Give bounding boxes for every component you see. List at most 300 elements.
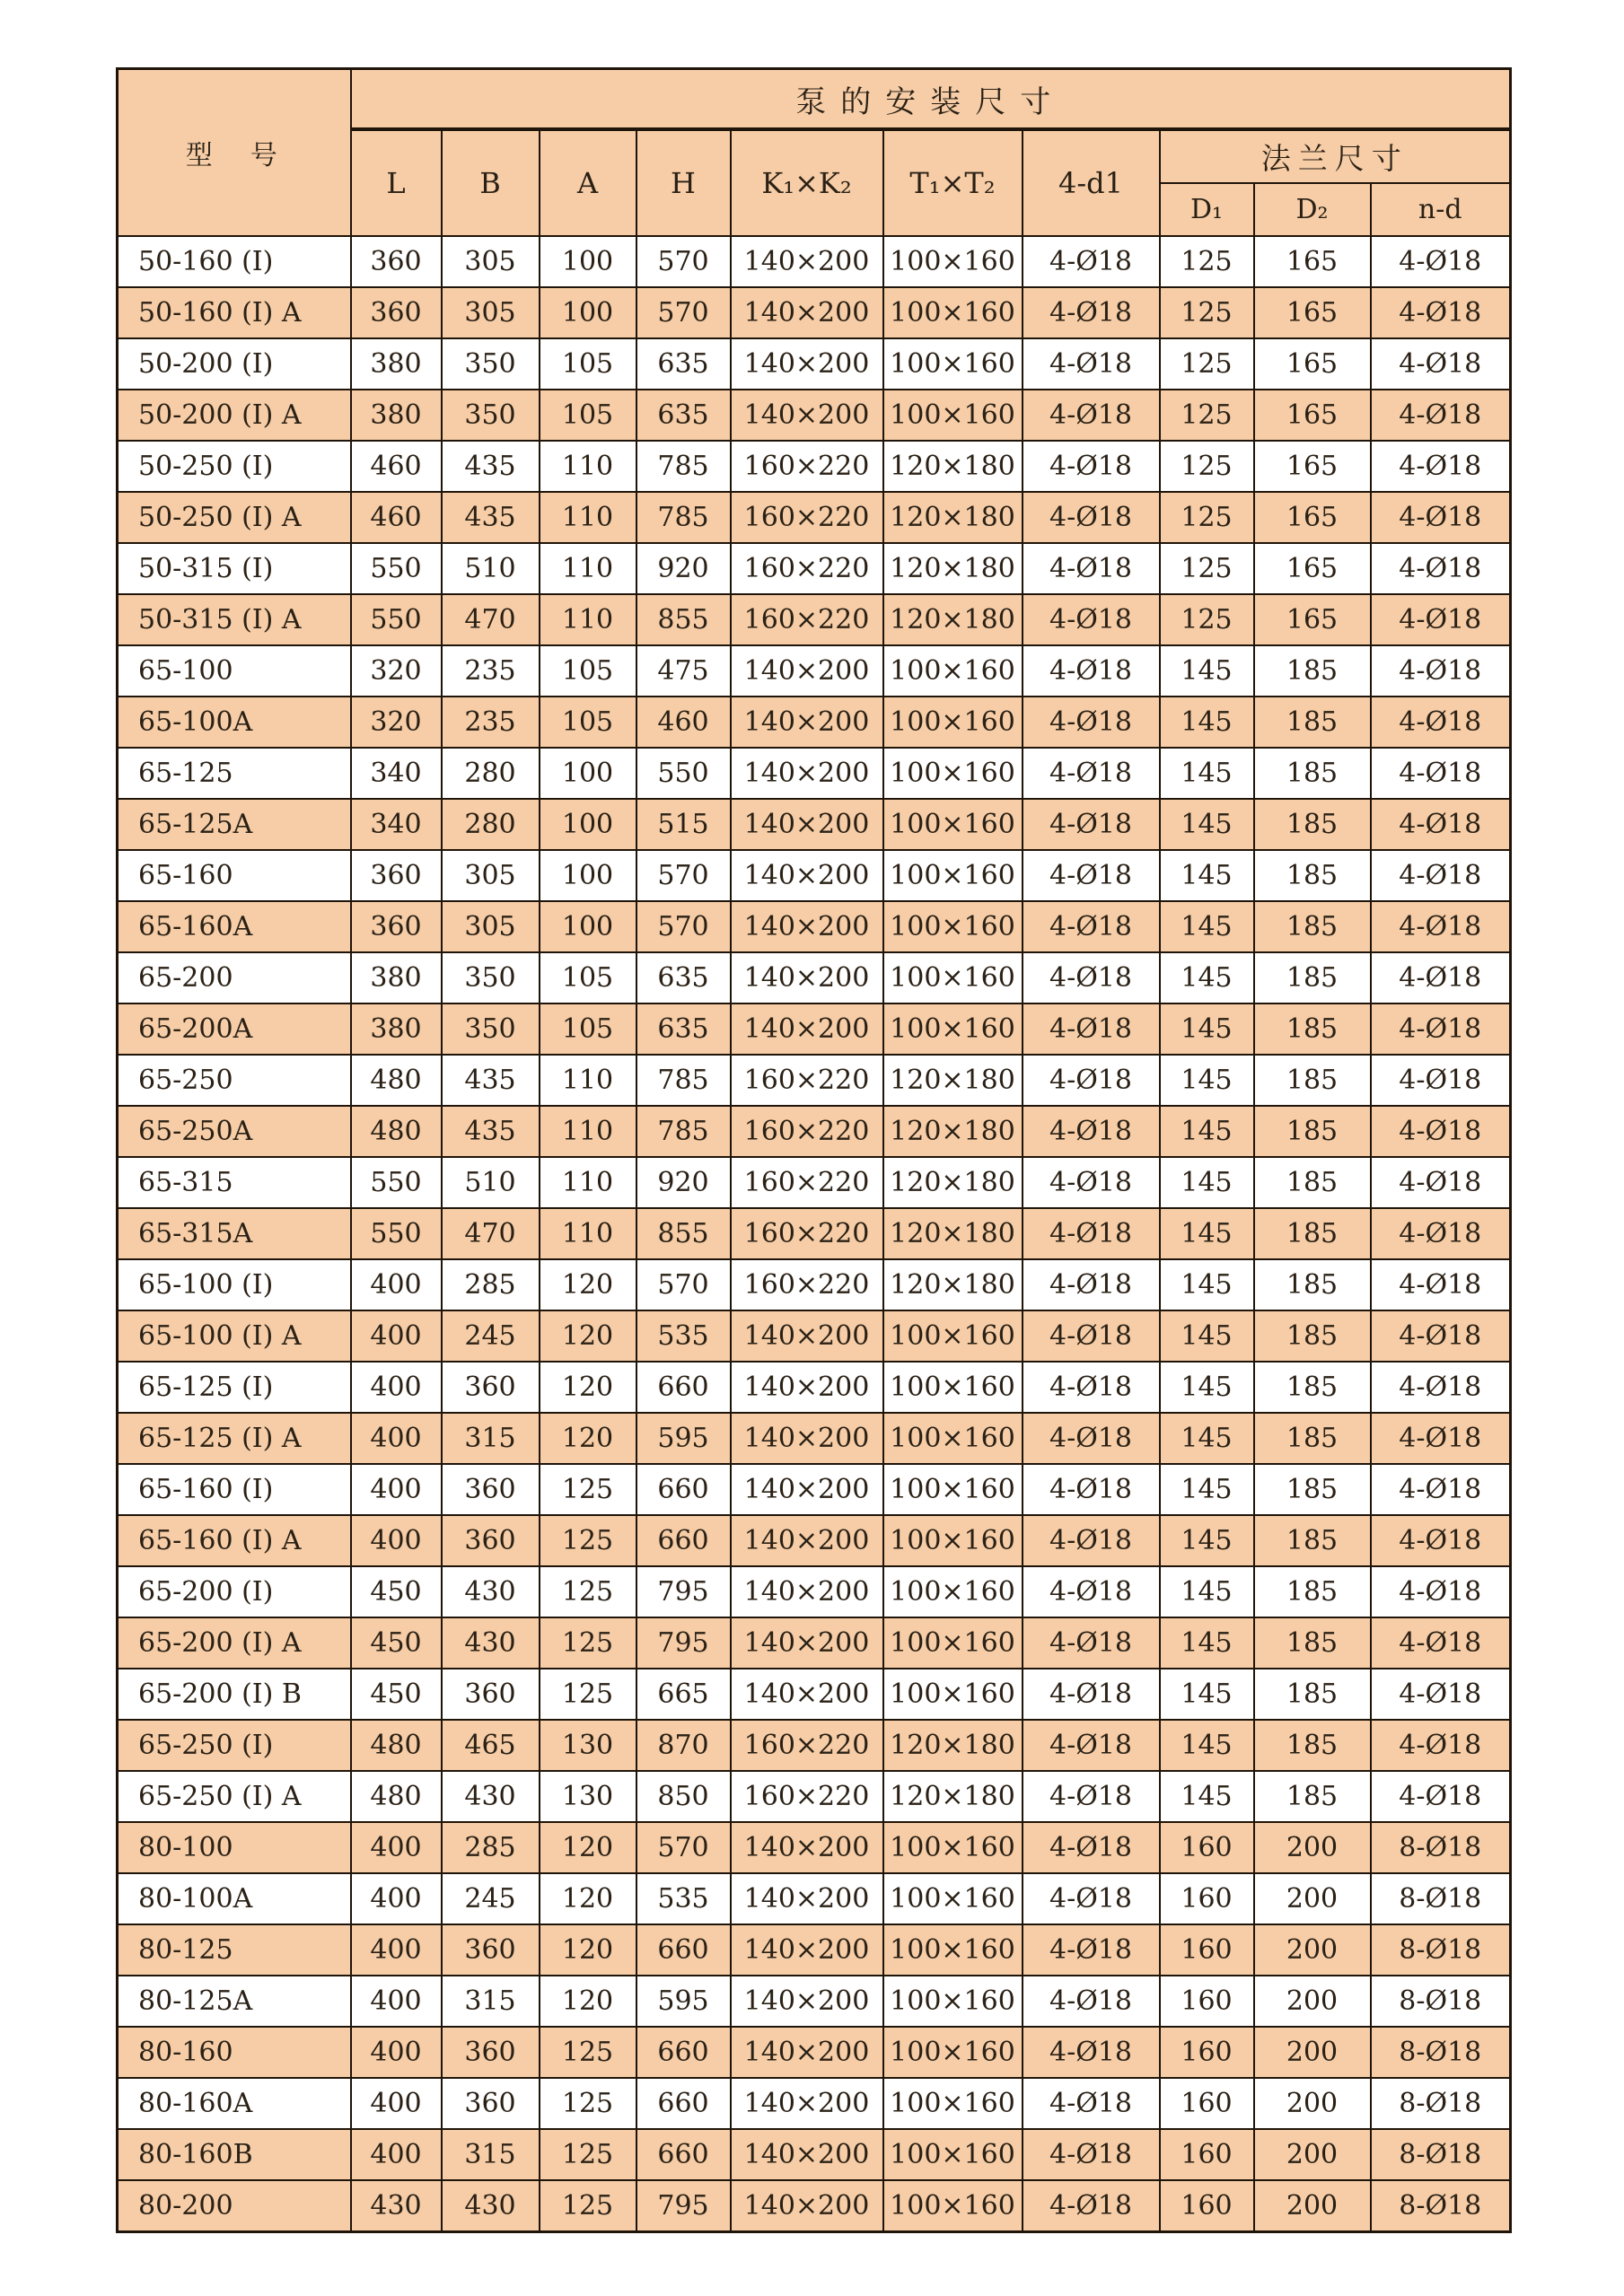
value-cell: 105 <box>540 390 636 441</box>
value-cell: 4-Ø18 <box>1371 1310 1511 1362</box>
table-row <box>118 1003 1511 1055</box>
value-cell: 165 <box>1254 594 1371 645</box>
value-cell: 400 <box>351 1873 442 1924</box>
value-cell: 4-Ø18 <box>1371 697 1511 748</box>
value-cell: 120×180 <box>883 1055 1023 1106</box>
value-cell: 4-Ø18 <box>1023 645 1160 697</box>
value-cell: 120 <box>540 1924 636 1976</box>
value-cell: 120 <box>540 1976 636 2027</box>
value-cell: 125 <box>540 1669 636 1720</box>
table-row <box>118 287 1511 338</box>
value-cell: 100×160 <box>883 748 1023 799</box>
table-row <box>118 1106 1511 1157</box>
value-cell: 785 <box>636 1106 731 1157</box>
value-cell: 460 <box>636 697 731 748</box>
value-cell: 185 <box>1254 645 1371 697</box>
value-cell: 4-Ø18 <box>1371 1259 1511 1310</box>
value-cell: 120×180 <box>883 1157 1023 1208</box>
value-cell: 305 <box>442 850 540 901</box>
model-cell: 65-250A <box>118 1106 351 1157</box>
value-cell: 435 <box>442 492 540 543</box>
value-cell: 570 <box>636 287 731 338</box>
value-cell: 4-Ø18 <box>1023 2078 1160 2129</box>
column-header-n-d: n-d <box>1371 183 1511 236</box>
value-cell: 510 <box>442 1157 540 1208</box>
value-cell: 4-Ø18 <box>1371 1669 1511 1720</box>
value-cell: 160×220 <box>731 1208 883 1259</box>
table-row <box>118 1464 1511 1515</box>
table-row <box>118 1157 1511 1208</box>
value-cell: 360 <box>442 1669 540 1720</box>
table-row <box>118 1771 1511 1822</box>
value-cell: 100×160 <box>883 1413 1023 1464</box>
value-cell: 125 <box>1160 287 1254 338</box>
value-cell: 140×200 <box>731 1413 883 1464</box>
table-row <box>118 1362 1511 1413</box>
table-row <box>118 901 1511 952</box>
value-cell: 100×160 <box>883 1515 1023 1566</box>
value-cell: 460 <box>351 441 442 492</box>
value-cell: 185 <box>1254 1208 1371 1259</box>
value-cell: 320 <box>351 697 442 748</box>
model-cell: 50-250 (I) A <box>118 492 351 543</box>
table-row <box>118 645 1511 697</box>
value-cell: 120×180 <box>883 1208 1023 1259</box>
value-cell: 145 <box>1160 1208 1254 1259</box>
column-header-B: B <box>442 129 540 236</box>
column-header-A: A <box>540 129 636 236</box>
value-cell: 920 <box>636 1157 731 1208</box>
value-cell: 635 <box>636 952 731 1003</box>
value-cell: 465 <box>442 1720 540 1771</box>
table-body <box>118 236 1511 2231</box>
value-cell: 185 <box>1254 901 1371 952</box>
value-cell: 4-Ø18 <box>1023 1106 1160 1157</box>
value-cell: 105 <box>540 697 636 748</box>
table-row <box>118 236 1511 287</box>
value-cell: 100×160 <box>883 799 1023 850</box>
column-header-L: L <box>351 129 442 236</box>
value-cell: 145 <box>1160 1003 1254 1055</box>
value-cell: 450 <box>351 1566 442 1617</box>
model-column-header: 型 号 <box>118 69 351 237</box>
value-cell: 4-Ø18 <box>1023 287 1160 338</box>
value-cell: 4-Ø18 <box>1023 1464 1160 1515</box>
value-cell: 185 <box>1254 697 1371 748</box>
value-cell: 200 <box>1254 1924 1371 1976</box>
value-cell: 360 <box>442 1924 540 1976</box>
value-cell: 140×200 <box>731 1003 883 1055</box>
value-cell: 125 <box>1160 543 1254 594</box>
value-cell: 4-Ø18 <box>1023 1771 1160 1822</box>
value-cell: 570 <box>636 850 731 901</box>
value-cell: 140×200 <box>731 2027 883 2078</box>
value-cell: 4-Ø18 <box>1371 1003 1511 1055</box>
value-cell: 400 <box>351 1924 442 1976</box>
value-cell: 235 <box>442 697 540 748</box>
value-cell: 350 <box>442 1003 540 1055</box>
value-cell: 160×220 <box>731 441 883 492</box>
value-cell: 360 <box>351 236 442 287</box>
model-cell: 65-200A <box>118 1003 351 1055</box>
value-cell: 145 <box>1160 1669 1254 1720</box>
model-cell: 65-125 (I) <box>118 1362 351 1413</box>
value-cell: 4-Ø18 <box>1023 697 1160 748</box>
table-row <box>118 1259 1511 1310</box>
value-cell: 380 <box>351 338 442 390</box>
value-cell: 100×160 <box>883 645 1023 697</box>
value-cell: 145 <box>1160 1413 1254 1464</box>
value-cell: 120×180 <box>883 1106 1023 1157</box>
value-cell: 785 <box>636 492 731 543</box>
value-cell: 4-Ø18 <box>1371 236 1511 287</box>
value-cell: 4-Ø18 <box>1023 1362 1160 1413</box>
model-cell: 65-125 (I) A <box>118 1413 351 1464</box>
model-cell: 80-125 <box>118 1924 351 1976</box>
pump-dimensions-table <box>116 67 1512 2233</box>
table-row <box>118 390 1511 441</box>
value-cell: 140×200 <box>731 1515 883 1566</box>
value-cell: 4-Ø18 <box>1023 594 1160 645</box>
column-header-D2: D₂ <box>1254 183 1371 236</box>
column-header-4-d1: 4-d1 <box>1023 129 1160 236</box>
value-cell: 350 <box>442 390 540 441</box>
model-cell: 65-160A <box>118 901 351 952</box>
value-cell: 145 <box>1160 1515 1254 1566</box>
table-row <box>118 1310 1511 1362</box>
value-cell: 4-Ø18 <box>1023 952 1160 1003</box>
value-cell: 160×220 <box>731 1055 883 1106</box>
value-cell: 570 <box>636 1822 731 1873</box>
value-cell: 145 <box>1160 1566 1254 1617</box>
value-cell: 8-Ø18 <box>1371 1976 1511 2027</box>
value-cell: 125 <box>540 2027 636 2078</box>
value-cell: 145 <box>1160 1106 1254 1157</box>
value-cell: 235 <box>442 645 540 697</box>
value-cell: 4-Ø18 <box>1023 1669 1160 1720</box>
value-cell: 4-Ø18 <box>1371 1720 1511 1771</box>
value-cell: 165 <box>1254 390 1371 441</box>
value-cell: 125 <box>540 1515 636 1566</box>
model-cell: 50-160 (I) A <box>118 287 351 338</box>
value-cell: 360 <box>442 1464 540 1515</box>
value-cell: 340 <box>351 748 442 799</box>
value-cell: 200 <box>1254 2180 1371 2231</box>
value-cell: 480 <box>351 1771 442 1822</box>
value-cell: 145 <box>1160 1055 1254 1106</box>
value-cell: 635 <box>636 338 731 390</box>
value-cell: 140×200 <box>731 645 883 697</box>
value-cell: 125 <box>540 2129 636 2180</box>
value-cell: 360 <box>442 2027 540 2078</box>
value-cell: 100 <box>540 287 636 338</box>
value-cell: 100×160 <box>883 390 1023 441</box>
value-cell: 100×160 <box>883 1976 1023 2027</box>
value-cell: 400 <box>351 1464 442 1515</box>
value-cell: 4-Ø18 <box>1023 2129 1160 2180</box>
model-cell: 65-250 (I) A <box>118 1771 351 1822</box>
model-cell: 50-200 (I) <box>118 338 351 390</box>
flange-dimensions-header: 法兰尺寸 <box>1160 129 1511 183</box>
model-cell: 50-200 (I) A <box>118 390 351 441</box>
value-cell: 4-Ø18 <box>1023 1157 1160 1208</box>
value-cell: 125 <box>540 1566 636 1617</box>
value-cell: 660 <box>636 1515 731 1566</box>
value-cell: 480 <box>351 1055 442 1106</box>
value-cell: 4-Ø18 <box>1023 236 1160 287</box>
value-cell: 140×200 <box>731 952 883 1003</box>
value-cell: 660 <box>636 2129 731 2180</box>
value-cell: 4-Ø18 <box>1371 594 1511 645</box>
value-cell: 515 <box>636 799 731 850</box>
value-cell: 100×160 <box>883 901 1023 952</box>
value-cell: 125 <box>1160 338 1254 390</box>
value-cell: 100×160 <box>883 1310 1023 1362</box>
value-cell: 125 <box>540 2180 636 2231</box>
value-cell: 400 <box>351 1515 442 1566</box>
value-cell: 4-Ø18 <box>1371 1413 1511 1464</box>
value-cell: 785 <box>636 441 731 492</box>
value-cell: 100 <box>540 901 636 952</box>
value-cell: 4-Ø18 <box>1023 441 1160 492</box>
table-row <box>118 1976 1511 2027</box>
value-cell: 400 <box>351 1259 442 1310</box>
value-cell: 110 <box>540 1157 636 1208</box>
value-cell: 4-Ø18 <box>1371 1157 1511 1208</box>
model-cell: 80-160 <box>118 2027 351 2078</box>
value-cell: 160×220 <box>731 1157 883 1208</box>
value-cell: 4-Ø18 <box>1023 1515 1160 1566</box>
value-cell: 140×200 <box>731 236 883 287</box>
value-cell: 200 <box>1254 2129 1371 2180</box>
table-row <box>118 697 1511 748</box>
value-cell: 100 <box>540 236 636 287</box>
value-cell: 120 <box>540 1310 636 1362</box>
value-cell: 4-Ø18 <box>1023 1617 1160 1669</box>
table-row <box>118 2078 1511 2129</box>
value-cell: 4-Ø18 <box>1371 799 1511 850</box>
table-row <box>118 1873 1511 1924</box>
value-cell: 120×180 <box>883 1259 1023 1310</box>
value-cell: 165 <box>1254 492 1371 543</box>
model-cell: 50-315 (I) A <box>118 594 351 645</box>
value-cell: 140×200 <box>731 748 883 799</box>
value-cell: 595 <box>636 1413 731 1464</box>
value-cell: 4-Ø18 <box>1371 1106 1511 1157</box>
value-cell: 795 <box>636 2180 731 2231</box>
value-cell: 480 <box>351 1720 442 1771</box>
value-cell: 165 <box>1254 441 1371 492</box>
model-cell: 65-100 (I) <box>118 1259 351 1310</box>
value-cell: 4-Ø18 <box>1023 492 1160 543</box>
value-cell: 430 <box>351 2180 442 2231</box>
value-cell: 450 <box>351 1617 442 1669</box>
column-header-K1xK2: K₁×K₂ <box>731 129 883 236</box>
value-cell: 140×200 <box>731 697 883 748</box>
value-cell: 450 <box>351 1669 442 1720</box>
model-cell: 50-315 (I) <box>118 543 351 594</box>
model-cell: 65-160 <box>118 850 351 901</box>
value-cell: 400 <box>351 2027 442 2078</box>
value-cell: 4-Ø18 <box>1371 952 1511 1003</box>
value-cell: 145 <box>1160 799 1254 850</box>
value-cell: 100×160 <box>883 2180 1023 2231</box>
value-cell: 595 <box>636 1976 731 2027</box>
table-row <box>118 543 1511 594</box>
value-cell: 8-Ø18 <box>1371 1873 1511 1924</box>
value-cell: 4-Ø18 <box>1371 1055 1511 1106</box>
value-cell: 100×160 <box>883 1873 1023 1924</box>
value-cell: 140×200 <box>731 390 883 441</box>
value-cell: 160 <box>1160 1873 1254 1924</box>
value-cell: 4-Ø18 <box>1023 1055 1160 1106</box>
value-cell: 285 <box>442 1822 540 1873</box>
value-cell: 660 <box>636 2027 731 2078</box>
model-cell: 65-250 <box>118 1055 351 1106</box>
value-cell: 200 <box>1254 1976 1371 2027</box>
value-cell: 160×220 <box>731 1106 883 1157</box>
value-cell: 140×200 <box>731 1976 883 2027</box>
value-cell: 280 <box>442 748 540 799</box>
value-cell: 130 <box>540 1771 636 1822</box>
value-cell: 100×160 <box>883 1003 1023 1055</box>
value-cell: 100 <box>540 799 636 850</box>
value-cell: 285 <box>442 1259 540 1310</box>
value-cell: 430 <box>442 1566 540 1617</box>
value-cell: 105 <box>540 645 636 697</box>
value-cell: 160×220 <box>731 543 883 594</box>
value-cell: 470 <box>442 594 540 645</box>
model-cell: 65-100 (I) A <box>118 1310 351 1362</box>
table-row <box>118 1669 1511 1720</box>
table-row <box>118 1566 1511 1617</box>
model-cell: 65-160 (I) <box>118 1464 351 1515</box>
value-cell: 8-Ø18 <box>1371 1822 1511 1873</box>
value-cell: 185 <box>1254 799 1371 850</box>
model-cell: 65-125 <box>118 748 351 799</box>
value-cell: 185 <box>1254 1566 1371 1617</box>
value-cell: 635 <box>636 1003 731 1055</box>
value-cell: 855 <box>636 1208 731 1259</box>
value-cell: 200 <box>1254 2027 1371 2078</box>
value-cell: 4-Ø18 <box>1371 390 1511 441</box>
value-cell: 475 <box>636 645 731 697</box>
value-cell: 120 <box>540 1822 636 1873</box>
value-cell: 400 <box>351 1822 442 1873</box>
model-cell: 65-125A <box>118 799 351 850</box>
value-cell: 200 <box>1254 2078 1371 2129</box>
value-cell: 165 <box>1254 287 1371 338</box>
value-cell: 100×160 <box>883 952 1023 1003</box>
value-cell: 185 <box>1254 1617 1371 1669</box>
value-cell: 140×200 <box>731 1310 883 1362</box>
value-cell: 360 <box>351 850 442 901</box>
value-cell: 535 <box>636 1873 731 1924</box>
value-cell: 4-Ø18 <box>1023 901 1160 952</box>
value-cell: 120×180 <box>883 441 1023 492</box>
value-cell: 400 <box>351 1362 442 1413</box>
value-cell: 145 <box>1160 952 1254 1003</box>
value-cell: 100×160 <box>883 2129 1023 2180</box>
value-cell: 4-Ø18 <box>1371 492 1511 543</box>
value-cell: 110 <box>540 492 636 543</box>
model-cell: 65-200 (I) <box>118 1566 351 1617</box>
installation-dimensions-title: 泵的安装尺寸 <box>351 69 1511 130</box>
value-cell: 160 <box>1160 2129 1254 2180</box>
value-cell: 360 <box>442 2078 540 2129</box>
value-cell: 4-Ø18 <box>1371 850 1511 901</box>
value-cell: 4-Ø18 <box>1371 1566 1511 1617</box>
value-cell: 4-Ø18 <box>1023 1873 1160 1924</box>
value-cell: 160 <box>1160 2078 1254 2129</box>
value-cell: 130 <box>540 1720 636 1771</box>
table-row <box>118 1924 1511 1976</box>
value-cell: 140×200 <box>731 1566 883 1617</box>
value-cell: 320 <box>351 645 442 697</box>
value-cell: 140×200 <box>731 2078 883 2129</box>
value-cell: 120×180 <box>883 1720 1023 1771</box>
value-cell: 4-Ø18 <box>1023 1566 1160 1617</box>
value-cell: 4-Ø18 <box>1023 1259 1160 1310</box>
model-cell: 65-315 <box>118 1157 351 1208</box>
model-cell: 80-100 <box>118 1822 351 1873</box>
table-row <box>118 338 1511 390</box>
value-cell: 145 <box>1160 748 1254 799</box>
value-cell: 360 <box>442 1362 540 1413</box>
value-cell: 460 <box>351 492 442 543</box>
value-cell: 160 <box>1160 2180 1254 2231</box>
value-cell: 160×220 <box>731 594 883 645</box>
value-cell: 125 <box>540 2078 636 2129</box>
value-cell: 8-Ø18 <box>1371 2078 1511 2129</box>
value-cell: 185 <box>1254 1413 1371 1464</box>
value-cell: 570 <box>636 1259 731 1310</box>
value-cell: 4-Ø18 <box>1023 1208 1160 1259</box>
value-cell: 870 <box>636 1720 731 1771</box>
value-cell: 145 <box>1160 1259 1254 1310</box>
value-cell: 660 <box>636 1464 731 1515</box>
value-cell: 185 <box>1254 1157 1371 1208</box>
value-cell: 140×200 <box>731 2129 883 2180</box>
model-cell: 80-125A <box>118 1976 351 2027</box>
value-cell: 110 <box>540 543 636 594</box>
value-cell: 400 <box>351 1310 442 1362</box>
value-cell: 435 <box>442 441 540 492</box>
value-cell: 165 <box>1254 236 1371 287</box>
value-cell: 100×160 <box>883 1464 1023 1515</box>
value-cell: 8-Ø18 <box>1371 2180 1511 2231</box>
value-cell: 100×160 <box>883 1617 1023 1669</box>
value-cell: 125 <box>1160 390 1254 441</box>
table-row <box>118 2027 1511 2078</box>
value-cell: 8-Ø18 <box>1371 2129 1511 2180</box>
value-cell: 4-Ø18 <box>1371 338 1511 390</box>
table-row <box>118 1822 1511 1873</box>
value-cell: 280 <box>442 799 540 850</box>
value-cell: 185 <box>1254 1003 1371 1055</box>
value-cell: 660 <box>636 1362 731 1413</box>
value-cell: 315 <box>442 2129 540 2180</box>
value-cell: 4-Ø18 <box>1371 543 1511 594</box>
value-cell: 125 <box>540 1464 636 1515</box>
value-cell: 400 <box>351 2078 442 2129</box>
value-cell: 4-Ø18 <box>1023 1976 1160 2027</box>
table-row <box>118 1208 1511 1259</box>
value-cell: 145 <box>1160 901 1254 952</box>
value-cell: 400 <box>351 1976 442 2027</box>
column-header-T1xT2: T₁×T₂ <box>883 129 1023 236</box>
value-cell: 160 <box>1160 1822 1254 1873</box>
